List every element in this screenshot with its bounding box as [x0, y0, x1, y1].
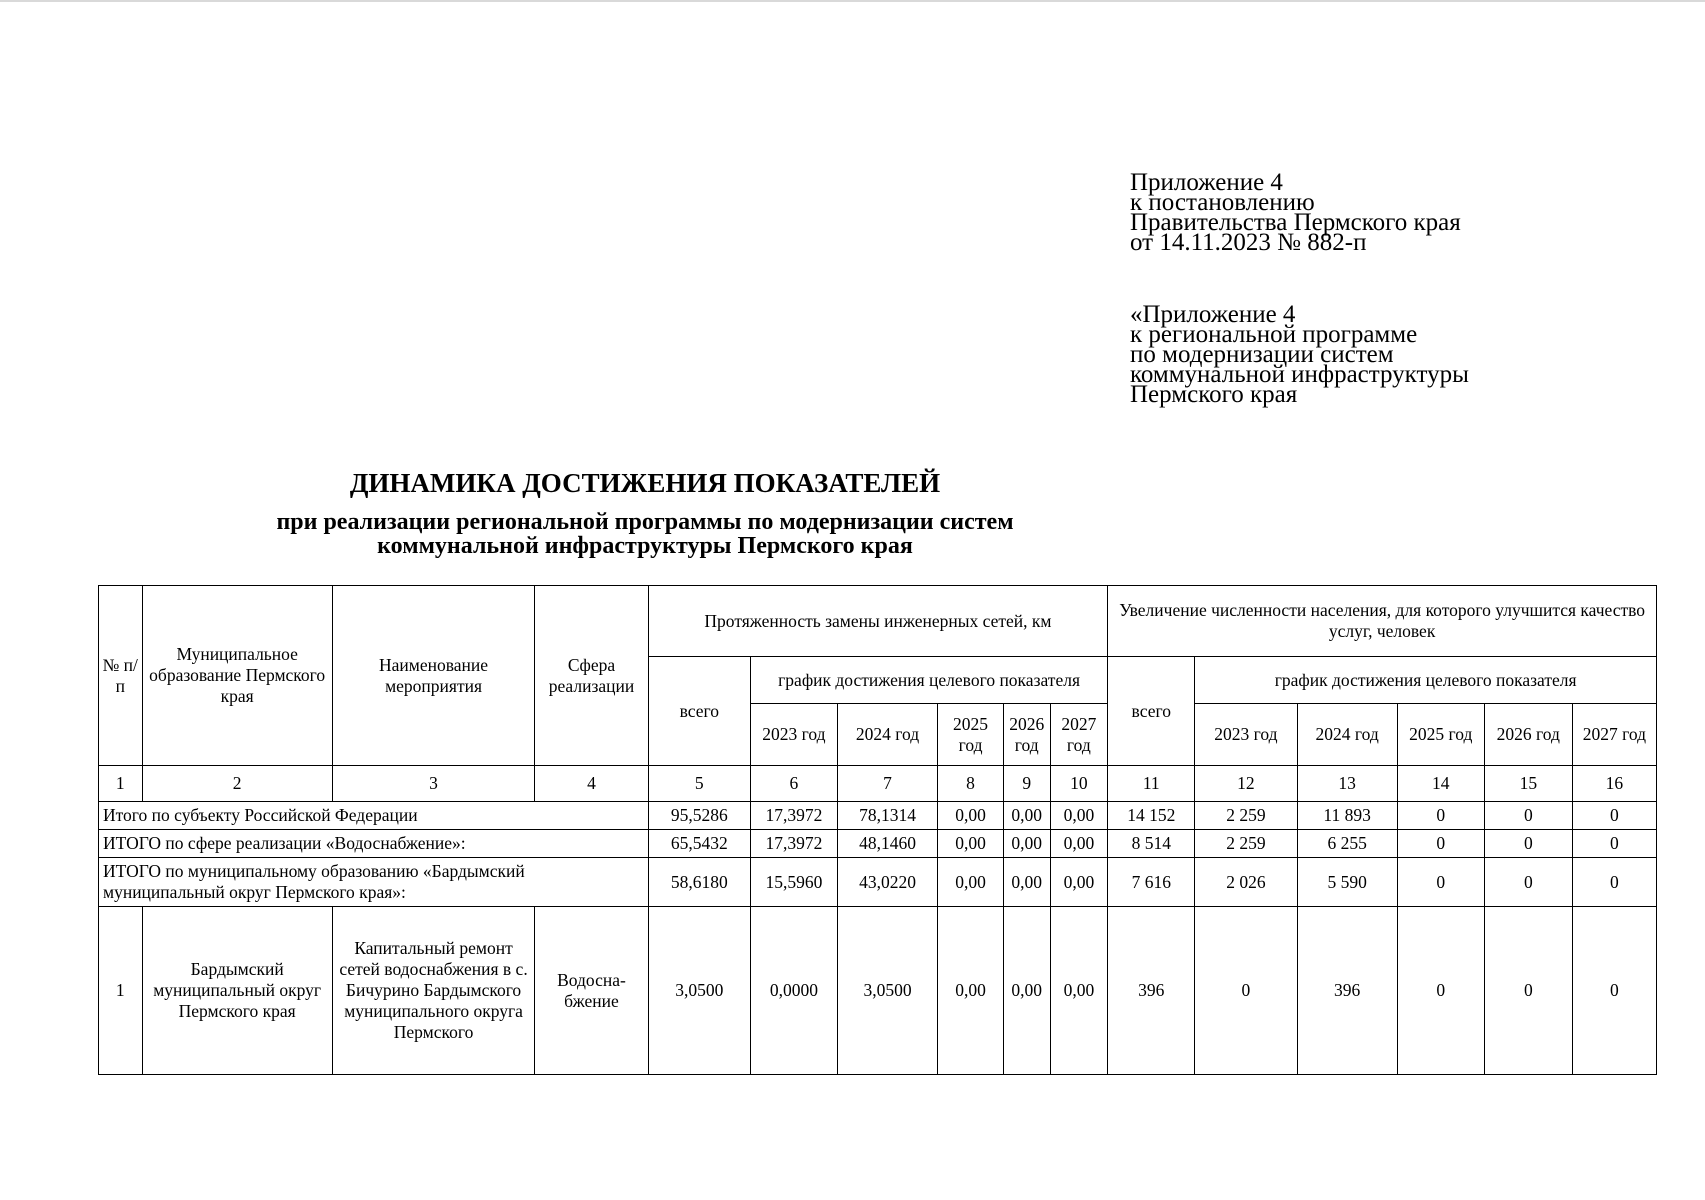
summary-value: 95,5286: [648, 802, 750, 830]
header-length-year: 2024 год: [837, 704, 937, 766]
row-value: 0,00: [1003, 907, 1050, 1075]
summary-value: 0: [1397, 858, 1484, 907]
summary-label: ИТОГО по сфере реализации «Водоснабжение»:: [99, 830, 649, 858]
summary-value: 11 893: [1297, 802, 1397, 830]
header-population-group: Увеличение численности населения, для которого улучшится качество услуг, человек: [1108, 586, 1657, 657]
header-population-total: всего: [1108, 657, 1195, 766]
appendix-current-line: Правительства Пермского края: [1130, 209, 1461, 236]
appendix-current-line: от 14.11.2023 № 882-п: [1130, 229, 1367, 256]
row-municipality: Бардымский муниципальный округ Пермского края: [142, 907, 332, 1075]
row-value: 0: [1484, 907, 1572, 1075]
column-number: 10: [1050, 766, 1108, 802]
column-number: 14: [1397, 766, 1484, 802]
column-number-row: [99, 766, 1657, 802]
header-population-year: 2026 год: [1484, 704, 1572, 766]
summary-row-federation: [99, 802, 1657, 830]
summary-value: 2 259: [1195, 802, 1297, 830]
appendix-original-line: к региональной программе: [1130, 321, 1418, 348]
column-number: 8: [938, 766, 1004, 802]
appendix-original-line: Пермского края: [1130, 381, 1298, 408]
row-value: 3,0500: [837, 907, 937, 1075]
row-sphere: Водосна-бжение: [535, 907, 648, 1075]
summary-row-sphere: [99, 830, 1657, 858]
header-length-year: 2023 год: [750, 704, 837, 766]
header-length-schedule: график достижения целевого показателя: [750, 657, 1107, 704]
header-population-year: 2024 год: [1297, 704, 1397, 766]
summary-value: 17,3972: [750, 830, 837, 858]
summary-value: 58,6180: [648, 858, 750, 907]
appendix-original-block: [1130, 301, 1469, 408]
summary-value: 5 590: [1297, 858, 1397, 907]
summary-value: 78,1314: [837, 802, 937, 830]
column-number: 1: [99, 766, 143, 802]
summary-value: 0: [1572, 858, 1656, 907]
header-population-year: 2027 год: [1572, 704, 1656, 766]
column-number: 9: [1003, 766, 1050, 802]
summary-value: 0,00: [1050, 830, 1108, 858]
summary-value: 8 514: [1108, 830, 1195, 858]
summary-value: 2 259: [1195, 830, 1297, 858]
row-value: 0,00: [1050, 907, 1108, 1075]
summary-value: 0: [1397, 802, 1484, 830]
summary-value: 0: [1572, 830, 1656, 858]
header-length-total: всего: [648, 657, 750, 766]
header-num: № п/п: [99, 586, 143, 766]
summary-value: 0: [1484, 858, 1572, 907]
row-value: 3,0500: [648, 907, 750, 1075]
appendix-original-line: коммунальной инфраструктуры: [1130, 361, 1469, 388]
summary-value: 0,00: [938, 830, 1004, 858]
header-population-year: 2023 год: [1195, 704, 1297, 766]
row-value: 0: [1572, 907, 1656, 1075]
column-number: 13: [1297, 766, 1397, 802]
subtitle-line-2: коммунальной инфраструктуры Пермского края: [377, 533, 913, 559]
appendix-original-line: «Приложение 4: [1130, 301, 1296, 328]
header-population-schedule: график достижения целевого показателя: [1195, 657, 1657, 704]
header-length-year: 2027 год: [1050, 704, 1108, 766]
column-number: 7: [837, 766, 937, 802]
column-number: 3: [332, 766, 534, 802]
column-number: 11: [1108, 766, 1195, 802]
row-value: 396: [1108, 907, 1195, 1075]
indicators-table: [98, 585, 1657, 1075]
appendix-original-line: по модернизации систем: [1130, 341, 1394, 368]
summary-value: 65,5432: [648, 830, 750, 858]
summary-value: 0: [1397, 830, 1484, 858]
summary-value: 43,0220: [837, 858, 937, 907]
column-number: 15: [1484, 766, 1572, 802]
summary-label: Итого по субъекту Российской Федерации: [99, 802, 649, 830]
header-length-year: 2026 год: [1003, 704, 1050, 766]
row-value: 0,00: [938, 907, 1004, 1075]
column-number: 12: [1195, 766, 1297, 802]
summary-value: 0,00: [1050, 858, 1108, 907]
column-number: 2: [142, 766, 332, 802]
header-length-year: 2025 год: [938, 704, 1004, 766]
header-population-year: 2025 год: [1397, 704, 1484, 766]
summary-value: 0,00: [1050, 802, 1108, 830]
summary-value: 6 255: [1297, 830, 1397, 858]
header-event: Наименование мероприятия: [332, 586, 534, 766]
document-title: ДИНАМИКА ДОСТИЖЕНИЯ ПОКАЗАТЕЛЕЙ: [349, 468, 941, 498]
summary-value: 0,00: [938, 802, 1004, 830]
subtitle-line-1: при реализации региональной программы по модернизации систем: [276, 509, 1014, 535]
summary-label: ИТОГО по муниципальному образованию «Бардымский муниципальный округ Пермского края»:: [99, 858, 649, 907]
summary-value: 0,00: [1003, 802, 1050, 830]
document-subtitle: [0, 510, 1290, 558]
appendix-current-line: к постановлению: [1130, 189, 1315, 216]
row-value: 0: [1397, 907, 1484, 1075]
summary-row-municipality: [99, 858, 1657, 907]
summary-value: 0,00: [938, 858, 1004, 907]
summary-value: 17,3972: [750, 802, 837, 830]
summary-value: 7 616: [1108, 858, 1195, 907]
scan-top-edge: [0, 0, 1705, 2]
table-row: [99, 907, 1657, 1075]
row-number: 1: [99, 907, 143, 1075]
header-row-1: [99, 586, 1657, 657]
appendix-current-block: [1130, 169, 1461, 256]
row-value: 0,0000: [750, 907, 837, 1075]
header-municipality: Муниципальное образование Пермского края: [142, 586, 332, 766]
summary-value: 15,5960: [750, 858, 837, 907]
header-sphere: Сфера реализации: [535, 586, 648, 766]
summary-value: 0: [1484, 830, 1572, 858]
column-number: 4: [535, 766, 648, 802]
column-number: 16: [1572, 766, 1656, 802]
summary-value: 0: [1484, 802, 1572, 830]
column-number: 6: [750, 766, 837, 802]
summary-value: 48,1460: [837, 830, 937, 858]
summary-value: 0,00: [1003, 858, 1050, 907]
summary-value: 2 026: [1195, 858, 1297, 907]
summary-value: 0,00: [1003, 830, 1050, 858]
appendix-current-line: Приложение 4: [1130, 169, 1283, 196]
row-value: 396: [1297, 907, 1397, 1075]
header-length-group: Протяженность замены инженерных сетей, км: [648, 586, 1108, 657]
row-event: Капитальный ремонт сетей водоснабжения в с. Бичурино Бардымского муниципального округа Пермского: [332, 907, 534, 1075]
summary-value: 14 152: [1108, 802, 1195, 830]
column-number: 5: [648, 766, 750, 802]
summary-value: 0: [1572, 802, 1656, 830]
row-value: 0: [1195, 907, 1297, 1075]
